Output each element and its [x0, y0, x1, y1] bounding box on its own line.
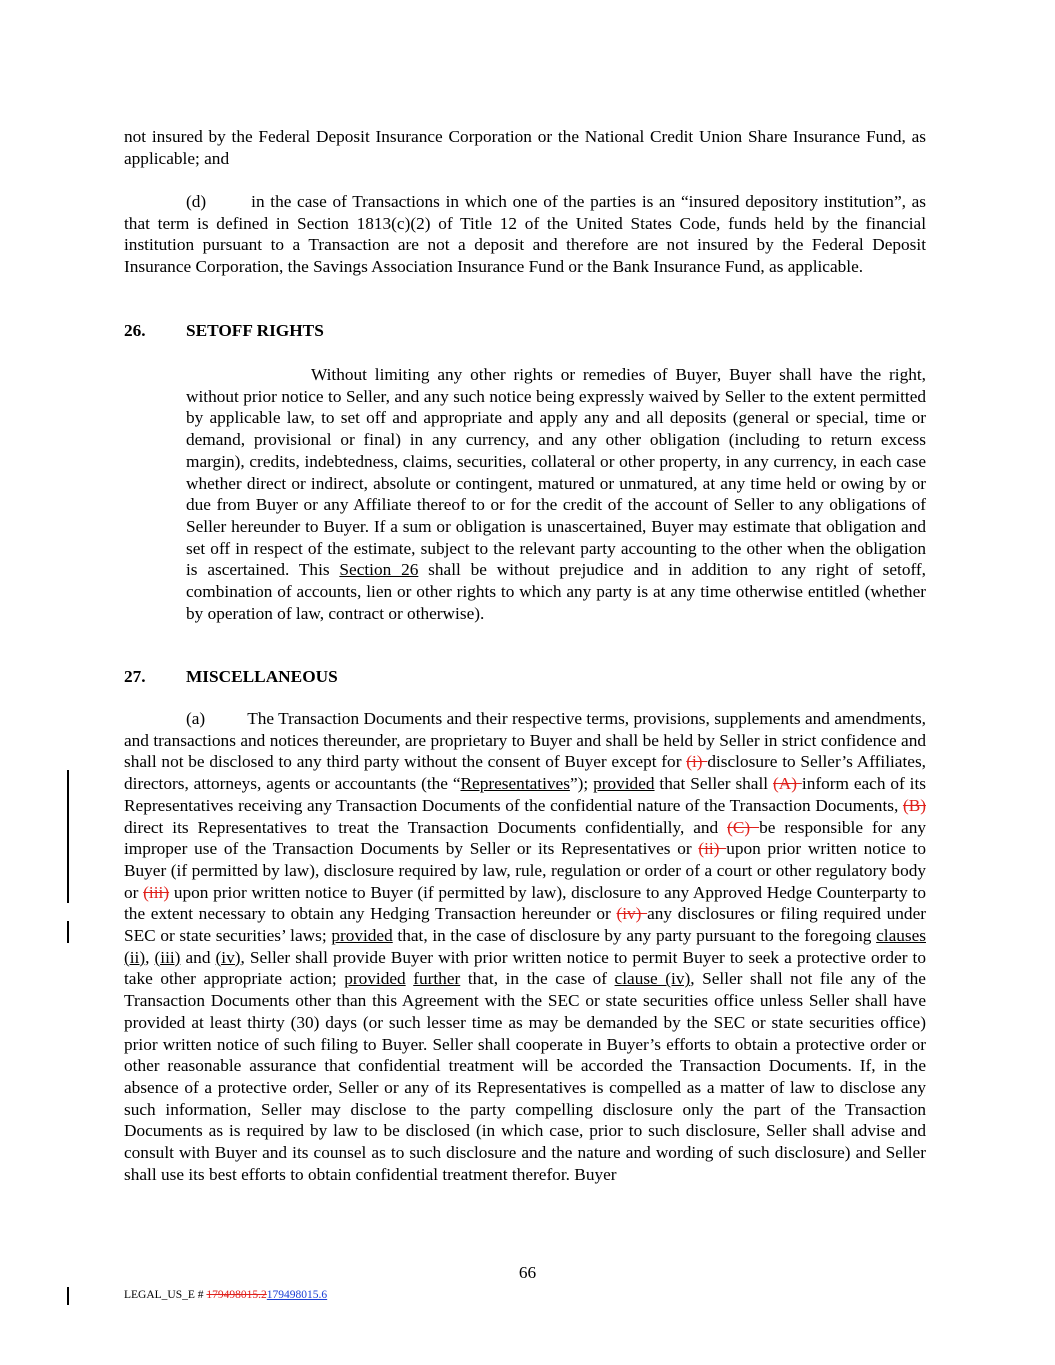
section-26-heading — [124, 320, 324, 342]
footer-deleted-id: 179498015.2 — [206, 1289, 267, 1301]
section-27-title: MISCELLANEOUS — [186, 667, 338, 686]
text-segment: upon prior written notice to Buyer (if permitted by law), disclosure required by law, rule, regulation or order of a court or other regulatory body or — [124, 839, 926, 902]
deleted-text: (ii) — [698, 839, 727, 859]
text-segment: ”); — [569, 774, 594, 794]
underlined-term: clauses (ii) — [124, 926, 926, 967]
paragraph-d-text: in the case of Transactions in which one of the parties is an “insured depository institution”, as that term is defined in Section 1813(c)(2) of Title 12 of the United States Code, funds held by the financial institution pursuant to a Transaction are not a deposit and therefore are not insured by the Federal Deposit Insurance Corporation, the Savings Association Insurance Fund or the Bank Insurance Fund, as applicable. — [124, 192, 926, 277]
text-segment: that, in the case of — [460, 969, 615, 989]
text-segment: inform each of its Representatives receiving any Transaction Documents of the confidential nature of the Transaction Documents, — [124, 774, 927, 815]
section-27-heading — [124, 666, 338, 688]
text-segment: upon prior written notice to Buyer (if permitted by law), disclosure to any Approved Hedge Counterparty to the extent necessary to obtain any Hedging Transaction hereunder or — [124, 882, 927, 924]
document-footer — [124, 1288, 327, 1302]
text-segment: The Transaction Documents and their respective terms, provisions, supplements and amendments, and transactions and notices thereunder, are proprietary to Buyer and shall be held by Seller in strict confidence and shall not be disclosed to any third party without the consent of Buyer except for — [124, 709, 926, 772]
section-26-number: 26. — [124, 321, 146, 340]
footer-prefix: LEGAL_US_E # — [124, 1289, 207, 1301]
underlined-term: provided — [331, 926, 393, 946]
paragraph-c-continuation: not insured by the Federal Deposit Insurance Corporation or the National Credit Union Share Insurance Fund, as applicable; and — [124, 127, 926, 168]
section-26-title: SETOFF RIGHTS — [186, 321, 324, 340]
paragraph-27a-label: (a) — [186, 709, 206, 728]
change-bar — [67, 1287, 69, 1305]
text-segment: any disclosures or filing required under SEC or state securities’ laws; — [124, 904, 926, 946]
paragraph-d — [124, 191, 926, 278]
deleted-text: (i) — [686, 752, 708, 772]
text-segment: , — [145, 947, 155, 967]
text-segment: be responsible for any improper use of the Transaction Documents by Seller or its Representatives or — [124, 817, 926, 859]
deleted-text: (A) — [772, 774, 802, 794]
deleted-text: (C) — [727, 817, 760, 837]
deleted-text: (B) — [902, 795, 926, 815]
section-26-text-1: Without limiting any other rights or remedies of Buyer, Buyer shall have the right, without prior notice to Seller, and any such notice being expressly waived by Seller to the extent permitted by applicable law, to set off and appropriate and apply any and all deposits (general or special, time or demand, provisional or final) in any currency, and any other obligation (including to return excess margin), credits, indebtedness, claims, securities, collateral or other property, in any currency, in each case whether direct or indirect, absolute or contingent, matured or unmatured, at any time held or owing by or due from Buyer or any Affiliate thereof to or for the credit of the account of Seller to any obligations of Seller hereunder to Buyer. If a sum or obligation is unascertained, Buyer may estimate that obligation and set off in respect of the estimate, subject to the relevant party accounting to the other when the obligation is ascertained. This — [186, 365, 926, 580]
underlined-term: (iv) — [215, 947, 241, 967]
paragraph-27a — [124, 708, 926, 1185]
underlined-term: clause (iv) — [614, 969, 691, 989]
section-26-text-2: shall be without prejudice and in addition to any right of setoff, combination of accounts, lien or other rights to which any party is at any time otherwise entitled (whether by operation of law, contract or otherwise). — [186, 560, 927, 623]
text-segment: and — [180, 947, 216, 967]
underlined-term: provided — [593, 774, 655, 794]
underlined-term: provided — [344, 969, 406, 989]
text-segment: direct its Representatives to treat the Transaction Documents confidentially, and — [124, 817, 728, 837]
underlined-term: further — [413, 969, 461, 989]
change-bar — [67, 921, 69, 943]
section-27-number: 27. — [124, 667, 146, 686]
section-26-reference: Section 26 — [339, 560, 419, 580]
text-segment: , Seller shall not file any of the Transaction Documents other than this Agreement with the SEC or state securities office unless Seller shall have provided at least thirty (30) days (or such lesser time as may be demanded by the SEC or state securities office) prior written notice of such filing to Buyer. Seller shall cooperate in Buyer’s efforts to obtain a protective order or other reasonable assurance that confidential treatment will be accorded the Transaction Documents. If, in the absence of a protective order, Seller or any of its Representatives is compelled as a matter of law to disclose any such information, Seller may disclose to the party compelling disclosure only the part of the Transaction Documents as is required by law to be disclosed (in which case, prior to such disclosure, Seller shall advise and consult with Buyer and its counsel as to such disclosure and the nature and wording of such disclosure) and Seller shall use its best efforts to obtain confidential treatment therefor. Buyer — [124, 969, 926, 1184]
footer-inserted-id: 179498015.6 — [266, 1289, 328, 1301]
deleted-text: (iv) — [616, 904, 648, 924]
change-bar — [67, 770, 69, 903]
text-segment: that, in the case of disclosure by any party pursuant to the foregoing — [392, 926, 877, 946]
page-number: 66 — [518, 1263, 537, 1282]
text-segment: disclosure to Seller’s Affiliates, directors, attorneys, agents or accountants (the “ — [124, 752, 926, 794]
underlined-term: (iii) — [154, 947, 181, 967]
defined-term: Representatives — [460, 774, 570, 794]
section-26-body — [186, 364, 926, 624]
text-segment: that Seller shall — [654, 774, 773, 794]
deleted-text: (iii) — [143, 882, 170, 902]
text-segment: , Seller shall provide Buyer with prior written notice to permit Buyer to seek a protective order to take other appropriate action; — [124, 947, 927, 989]
paragraph-d-label: (d) — [186, 192, 207, 211]
